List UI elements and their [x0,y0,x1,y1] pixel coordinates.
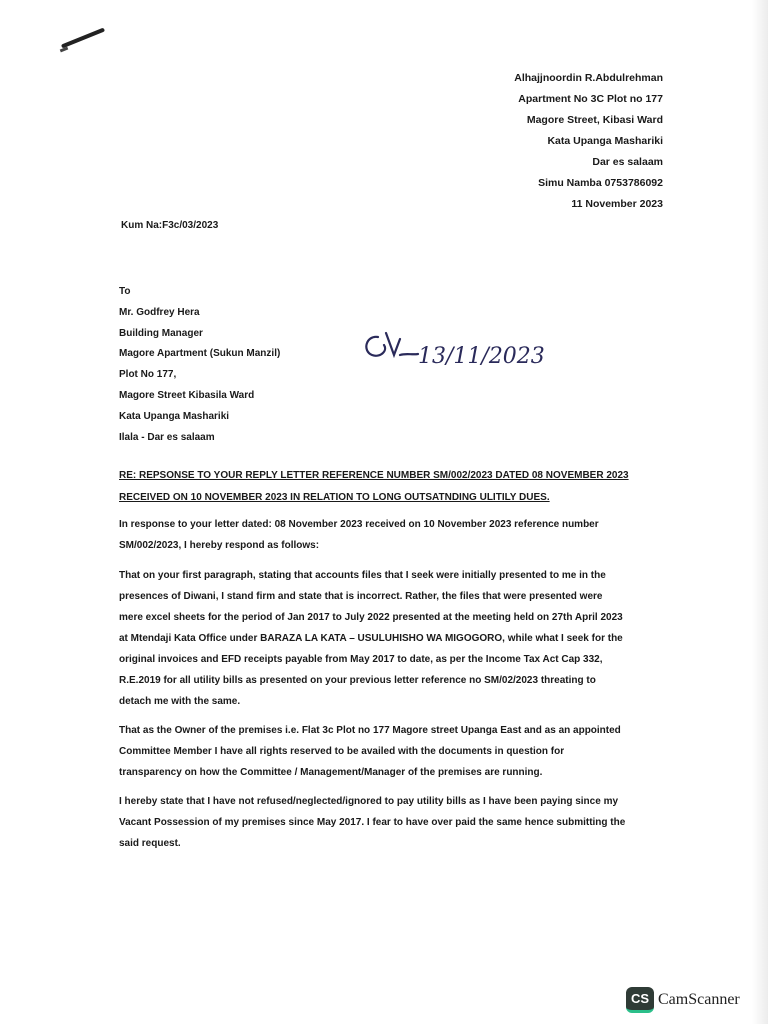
letter-date: 11 November 2023 [571,198,663,210]
paragraph-line: at Mtendaji Kata Office under BARAZA LA KATA – USULUHISHO WA MIGOGORO, while what I seek for the [119,633,623,644]
paragraph-line: said request. [119,838,181,849]
subject-line-2: RECEIVED ON 10 NOVEMBER 2023 IN RELATION TO LONG OUTSATNDING ULITILY DUES. [119,492,550,503]
page-edge [752,0,768,1024]
recipient-name: Mr. Godfrey Hera [119,306,200,318]
paragraph-line: presences of Diwani, I stand firm and state that is incorrect. Rather, the files that were presented were [119,591,603,602]
recipient-building: Magore Apartment (Sukun Manzil) [119,348,281,360]
paragraph-owner-rights [119,720,664,783]
paragraph-line: That as the Owner of the premises i.e. Flat 3c Plot no 177 Magore street Upanga East and as an appointed [119,725,621,736]
recipient-title: Building Manager [119,327,203,339]
subject-line-1: RE: REPSONSE TO YOUR REPLY LETTER REFERENCE NUMBER SM/002/2023 DATED 08 NOVEMBER 2023 [119,470,629,481]
paragraph-accounts-files [119,565,664,712]
handwritten-signature [360,325,575,375]
pen-mark-tip [60,47,69,53]
handwritten-date: 13/11/2023 [418,344,545,369]
recipient-to: To [119,286,131,297]
sender-address-block [514,68,663,215]
camscanner-watermark [626,986,740,1014]
recipient-plot: Plot No 177, [119,369,177,381]
paragraph-line: That on your first paragraph, stating that accounts files that I seek were initially presented to me in the [119,570,606,581]
recipient-street: Magore Street Kibasila Ward [119,389,255,401]
paragraph-intro [119,514,664,556]
paragraph-line: SM/002/2023, I hereby respond as follows: [119,540,320,551]
camscanner-label: CamScanner [658,991,740,1008]
subject-line [119,465,659,509]
paragraph-payment-statement [119,791,664,854]
sender-ward: Kata Upanga Mashariki [547,135,663,147]
paragraph-line: I hereby state that I have not refused/neglected/ignored to pay utility bills as I have been paying since my [119,796,619,807]
paragraph-line: R.E.2019 for all utility bills as presented on your previous letter reference no SM/02/2023 threating to [119,675,596,686]
recipient-address-block [119,282,280,448]
sender-city: Dar es salaam [592,156,663,168]
recipient-ward: Kata Upanga Mashariki [119,410,230,422]
camscanner-logo-icon: CS [626,987,654,1013]
paragraph-line: Vacant Possession of my premises since May 2017. I fear to have over paid the same hence submitting the [119,817,626,828]
reference-number: Kum Na:F3c/03/2023 [121,220,219,231]
sender-apartment: Apartment No 3C Plot no 177 [518,93,663,105]
paragraph-line: detach me with the same. [119,696,241,707]
sender-phone: Simu Namba 0753786092 [538,177,663,189]
sender-name: Alhajjnoordin R.Abdulrehman [514,72,663,84]
paragraph-line: In response to your letter dated: 08 November 2023 received on 10 November 2023 reference number [119,519,599,530]
recipient-city: Ilala - Dar es salaam [119,431,215,443]
paragraph-line: original invoices and EFD receipts payable from May 2017 to date, as per the Income Tax Act Cap 332, [119,654,603,665]
sender-street: Magore Street, Kibasi Ward [526,114,663,126]
paragraph-line: mere excel sheets for the period of Jan 2017 to July 2022 presented at the meeting held on 27th April 2023 [119,612,623,623]
pen-mark [61,28,105,49]
paragraph-line: transparency on how the Committee / Management/Manager of the premises are running. [119,767,543,778]
paragraph-line: Committee Member I have all rights reserved to be availed with the documents in question for [119,746,565,757]
